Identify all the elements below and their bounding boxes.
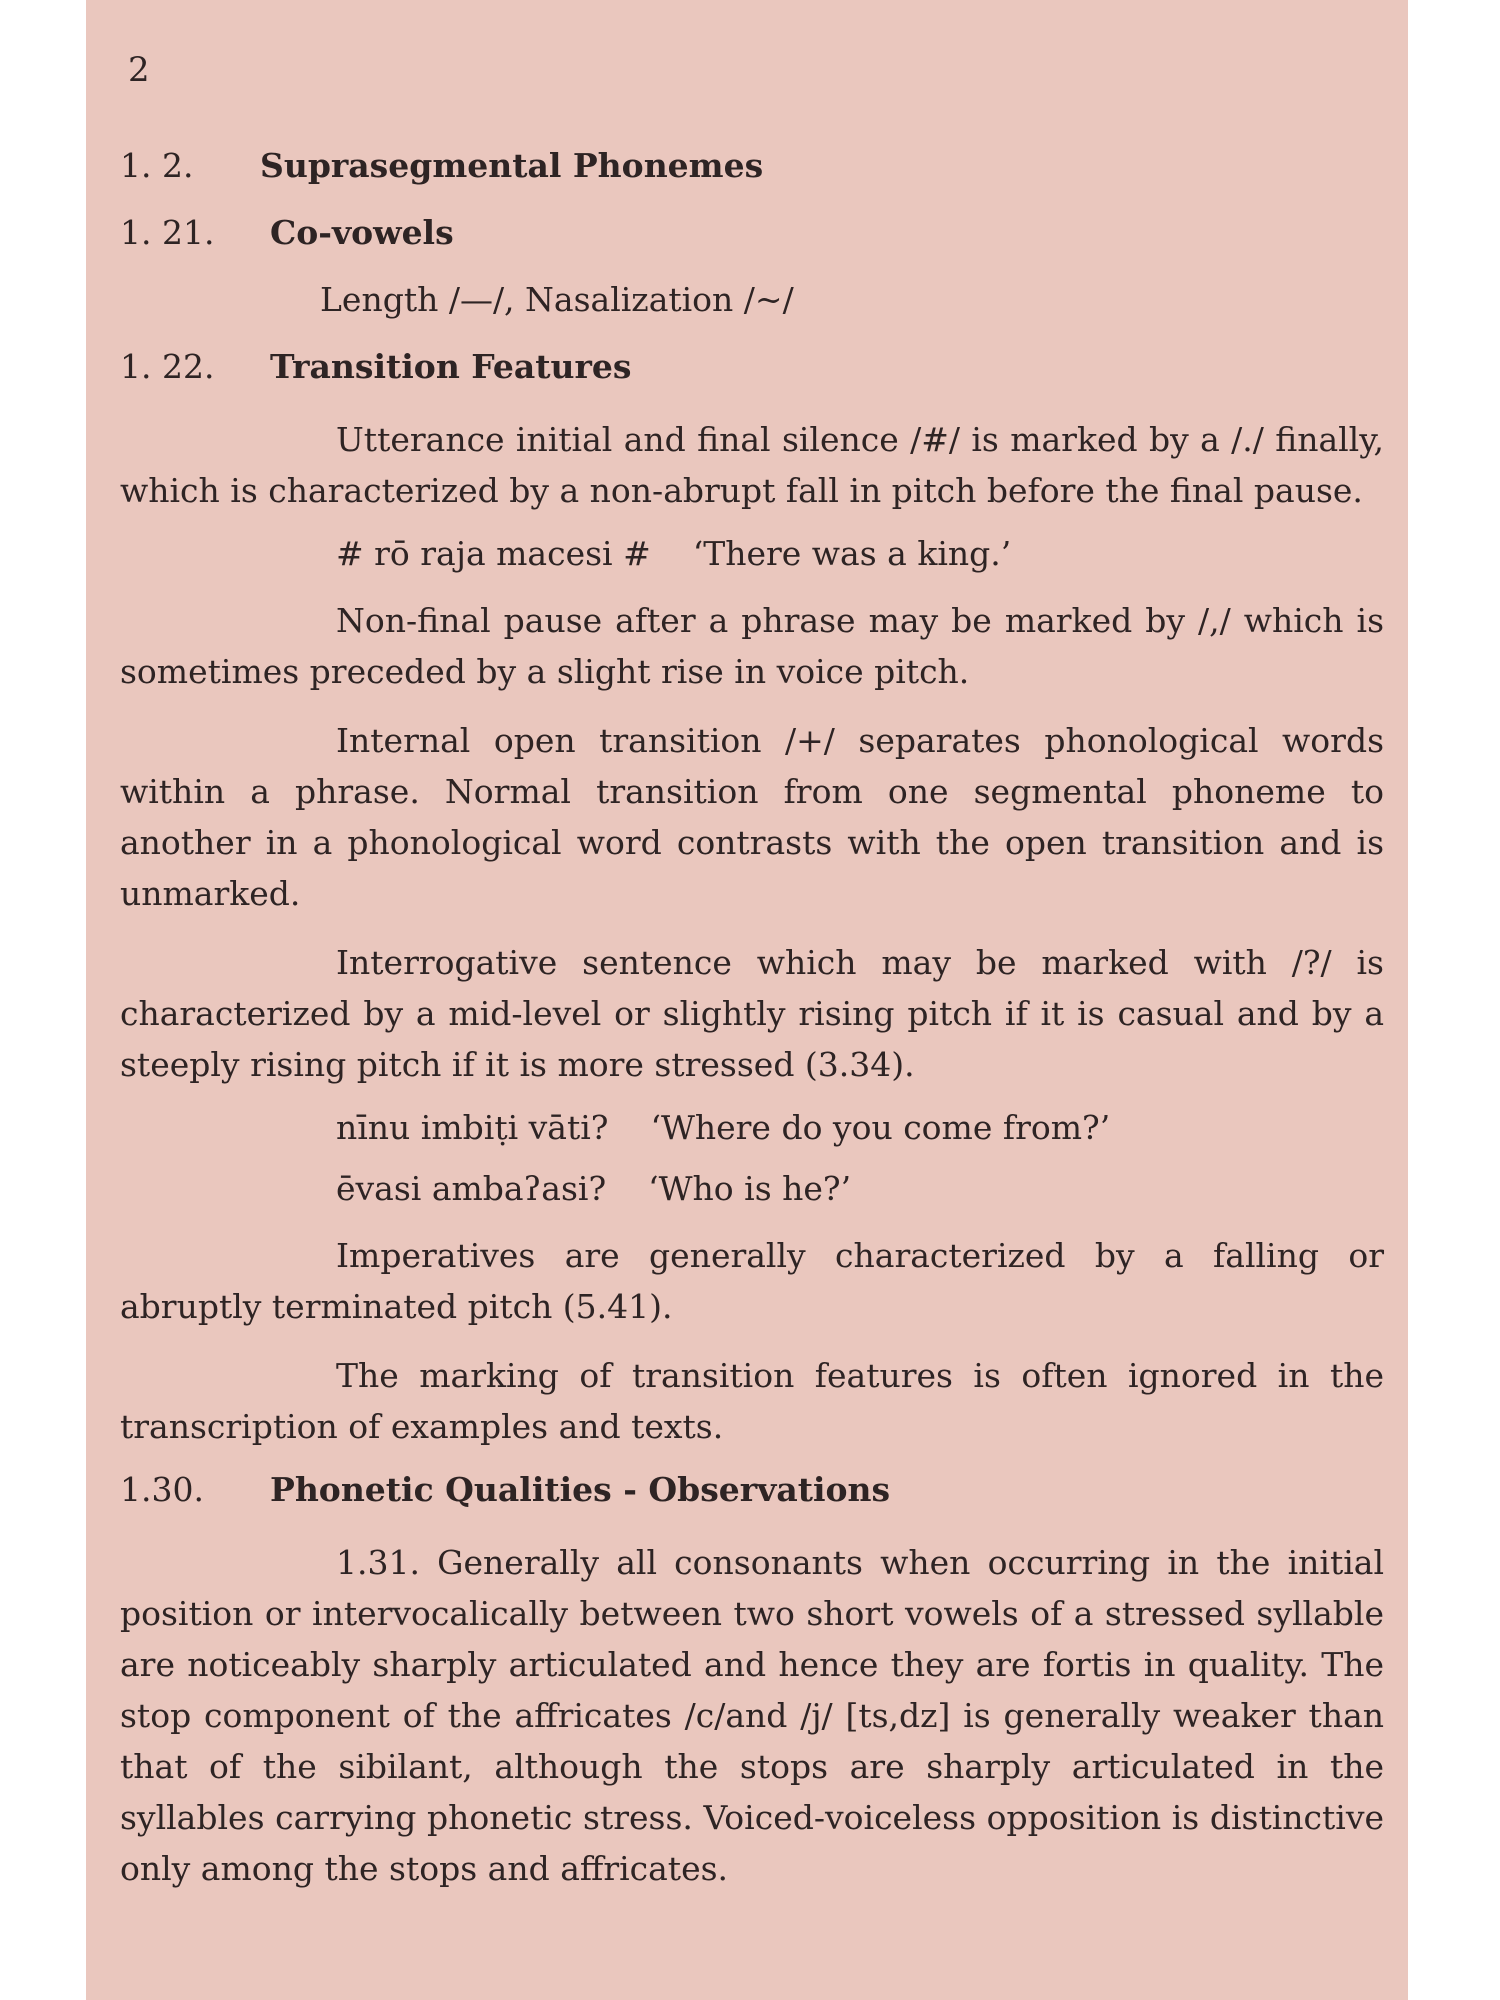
section-heading-1-30 bbox=[120, 1470, 1384, 1509]
paragraph-1-31: 1.31. Generally all consonants when occurring in the initial position or intervocalically between two short vowels of a stressed syllable are noticeably sharply articulated and hence they are fortis in quality. The stop component of the affricates /c/and /j/ [ts,dz] is generally weaker than that of the sibilant, although the stops are sharply articulated in the syllables carrying phonetic stress. Voiced-voiceless opposition is distinctive only among the stops and affricates. bbox=[120, 1543, 1384, 1888]
section-title: Transition Features bbox=[270, 347, 632, 386]
section-heading-1-2 bbox=[120, 146, 1384, 185]
section-heading-1-22 bbox=[120, 347, 1384, 386]
paragraph-marking-ignored: The marking of transition features is often ignored in the transcription of examples and texts. bbox=[120, 1356, 1384, 1446]
section-title: Phonetic Qualities - Observations bbox=[270, 1470, 891, 1509]
section-number: 1. 22. bbox=[120, 347, 215, 386]
paragraph-silence: Utterance initial and final silence /#/ is marked by a /./ finally, which is characterized by a non-abrupt fall in pitch before the final pause. bbox=[120, 420, 1384, 510]
example-line bbox=[336, 534, 1384, 573]
example-form: ēvasi ambaʔasi? bbox=[336, 1169, 607, 1208]
section-number: 1. 21. bbox=[120, 213, 215, 252]
example-gloss: ‘Where do you come from?’ bbox=[650, 1108, 1111, 1147]
section-heading-1-21 bbox=[120, 213, 1384, 252]
paragraph-interrogative: Interrogative sentence which may be marked with /?/ is characterized by a mid-level or slightly rising pitch if it is casual and by a steeply rising pitch if it is more stressed (3.34). bbox=[120, 943, 1384, 1084]
page-number: 2 bbox=[128, 50, 150, 90]
paragraph-open-transition: Internal open transition /+/ separates phonological words within a phrase. Normal transition from one segmental phoneme to another in a phonological word contrasts with the open transition and is unmarked. bbox=[120, 721, 1384, 913]
example-line bbox=[336, 1169, 1384, 1208]
book-page bbox=[86, 0, 1408, 2000]
example-form: nīnu imbiṭi vāti? bbox=[336, 1108, 609, 1147]
paragraph-imperatives: Imperatives are generally characterized by a falling or abruptly terminated pitch (5.41). bbox=[120, 1236, 1384, 1326]
example-gloss: ‘There was a king.’ bbox=[692, 534, 1012, 573]
section-title: Co-vowels bbox=[270, 213, 454, 252]
paragraph-non-final-pause: Non-final pause after a phrase may be marked by /,/ which is sometimes preceded by a slight rise in voice pitch. bbox=[120, 601, 1384, 691]
section-title: Suprasegmental Phonemes bbox=[260, 146, 764, 185]
section-number: 1. 2. bbox=[120, 146, 194, 185]
example-gloss: ‘Who is he?’ bbox=[648, 1169, 852, 1208]
co-vowels-line: Length /—/, Nasalization /~/ bbox=[320, 280, 794, 319]
example-form: # rō raja macesi # bbox=[336, 534, 651, 573]
section-number: 1.30. bbox=[120, 1470, 204, 1509]
example-line bbox=[336, 1108, 1384, 1147]
